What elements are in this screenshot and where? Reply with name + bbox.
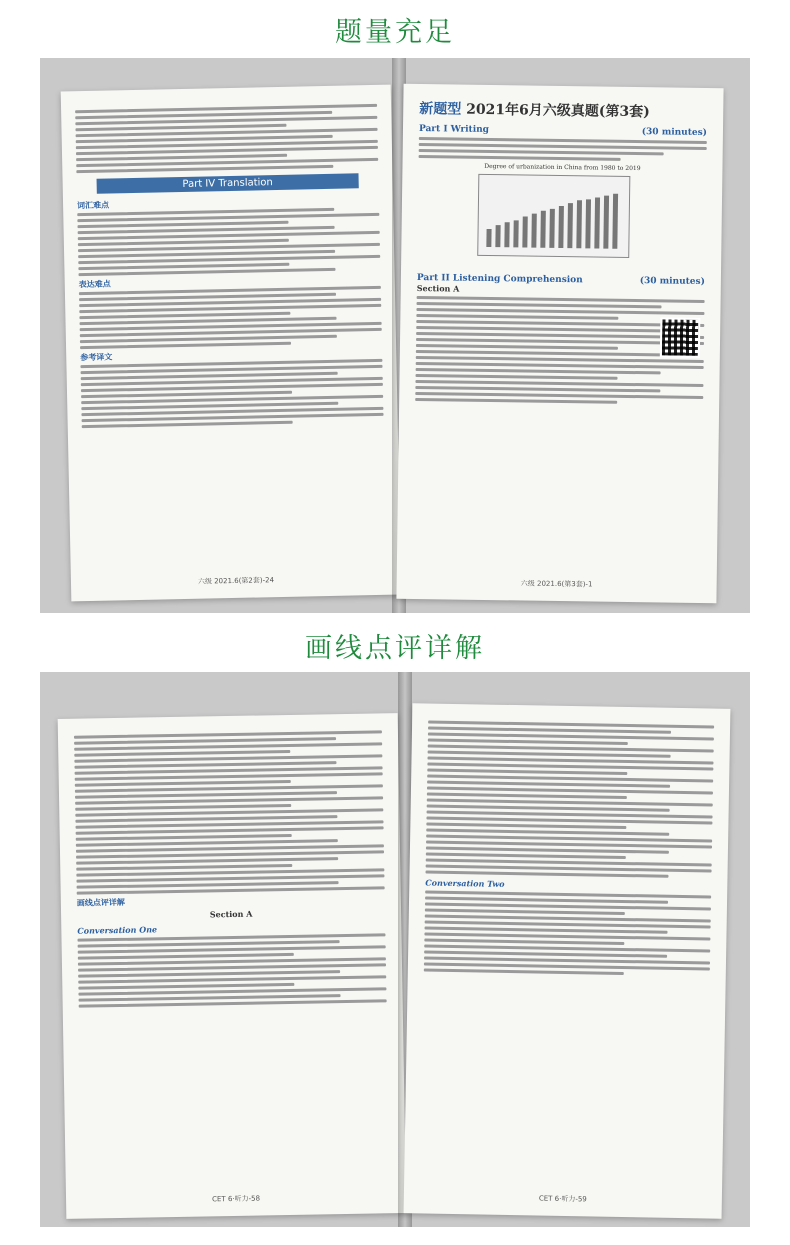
part2-title: Part II Listening Comprehension bbox=[416, 272, 583, 286]
section-a: Section A bbox=[416, 282, 460, 294]
urbanization-chart bbox=[477, 174, 630, 258]
book-left-page bbox=[61, 85, 402, 602]
top-heading: 题量充足 bbox=[335, 17, 455, 48]
sub-heading-expression: 表达难点 bbox=[78, 278, 111, 290]
chart-bar bbox=[531, 214, 536, 248]
book-left-page bbox=[58, 713, 407, 1219]
chart-bar bbox=[540, 211, 546, 248]
chart-caption: Degree of urbanization in China from 1980 to 2019 bbox=[484, 162, 641, 173]
section-a: Section A bbox=[209, 908, 253, 920]
part2-time: (30 minutes) bbox=[639, 276, 705, 288]
bottom-photo bbox=[40, 672, 750, 1227]
chart-bar bbox=[549, 209, 555, 248]
chart-bar bbox=[576, 201, 582, 249]
qr-code bbox=[660, 317, 701, 358]
exam-title: 2021年6月六级真题(第3套) bbox=[466, 101, 650, 121]
title-prefix: 新题型 bbox=[419, 101, 462, 118]
chart-bar bbox=[486, 229, 491, 247]
chart-bar bbox=[522, 216, 527, 247]
chart-bar bbox=[612, 194, 618, 249]
bottom-heading: 画线点评详解 bbox=[305, 633, 485, 664]
book-right-page bbox=[404, 703, 731, 1218]
chart-bar bbox=[594, 197, 600, 248]
page-footer: CET 6·听力-58 bbox=[212, 1194, 261, 1204]
analysis-label: 画线点评详解 bbox=[76, 896, 125, 908]
chart-bar bbox=[513, 220, 518, 247]
chart-bar bbox=[585, 199, 591, 248]
chart-bar bbox=[567, 203, 573, 248]
chart-bar bbox=[504, 223, 509, 248]
part-title: Part IV Translation bbox=[97, 173, 359, 193]
sub-heading-vocabulary: 词汇难点 bbox=[76, 199, 110, 211]
chart-bar bbox=[558, 206, 564, 248]
page-footer: 六级 2021.6(第3套)-1 bbox=[520, 579, 593, 589]
sub-heading-reference: 参考译文 bbox=[80, 351, 113, 363]
chart-bar bbox=[495, 225, 500, 247]
part1-title: Part I Writing bbox=[418, 124, 490, 135]
page-footer: CET 6·听力-59 bbox=[538, 1194, 587, 1204]
conversation-two: Conversation Two bbox=[425, 877, 505, 889]
conversation-one: Conversation One bbox=[77, 924, 158, 936]
page-footer: 六级 2021.6(第2套)-24 bbox=[197, 576, 275, 586]
part1-time: (30 minutes) bbox=[641, 127, 708, 139]
book-right-page bbox=[396, 84, 723, 603]
chart-bar bbox=[603, 196, 609, 249]
top-photo bbox=[40, 58, 750, 613]
